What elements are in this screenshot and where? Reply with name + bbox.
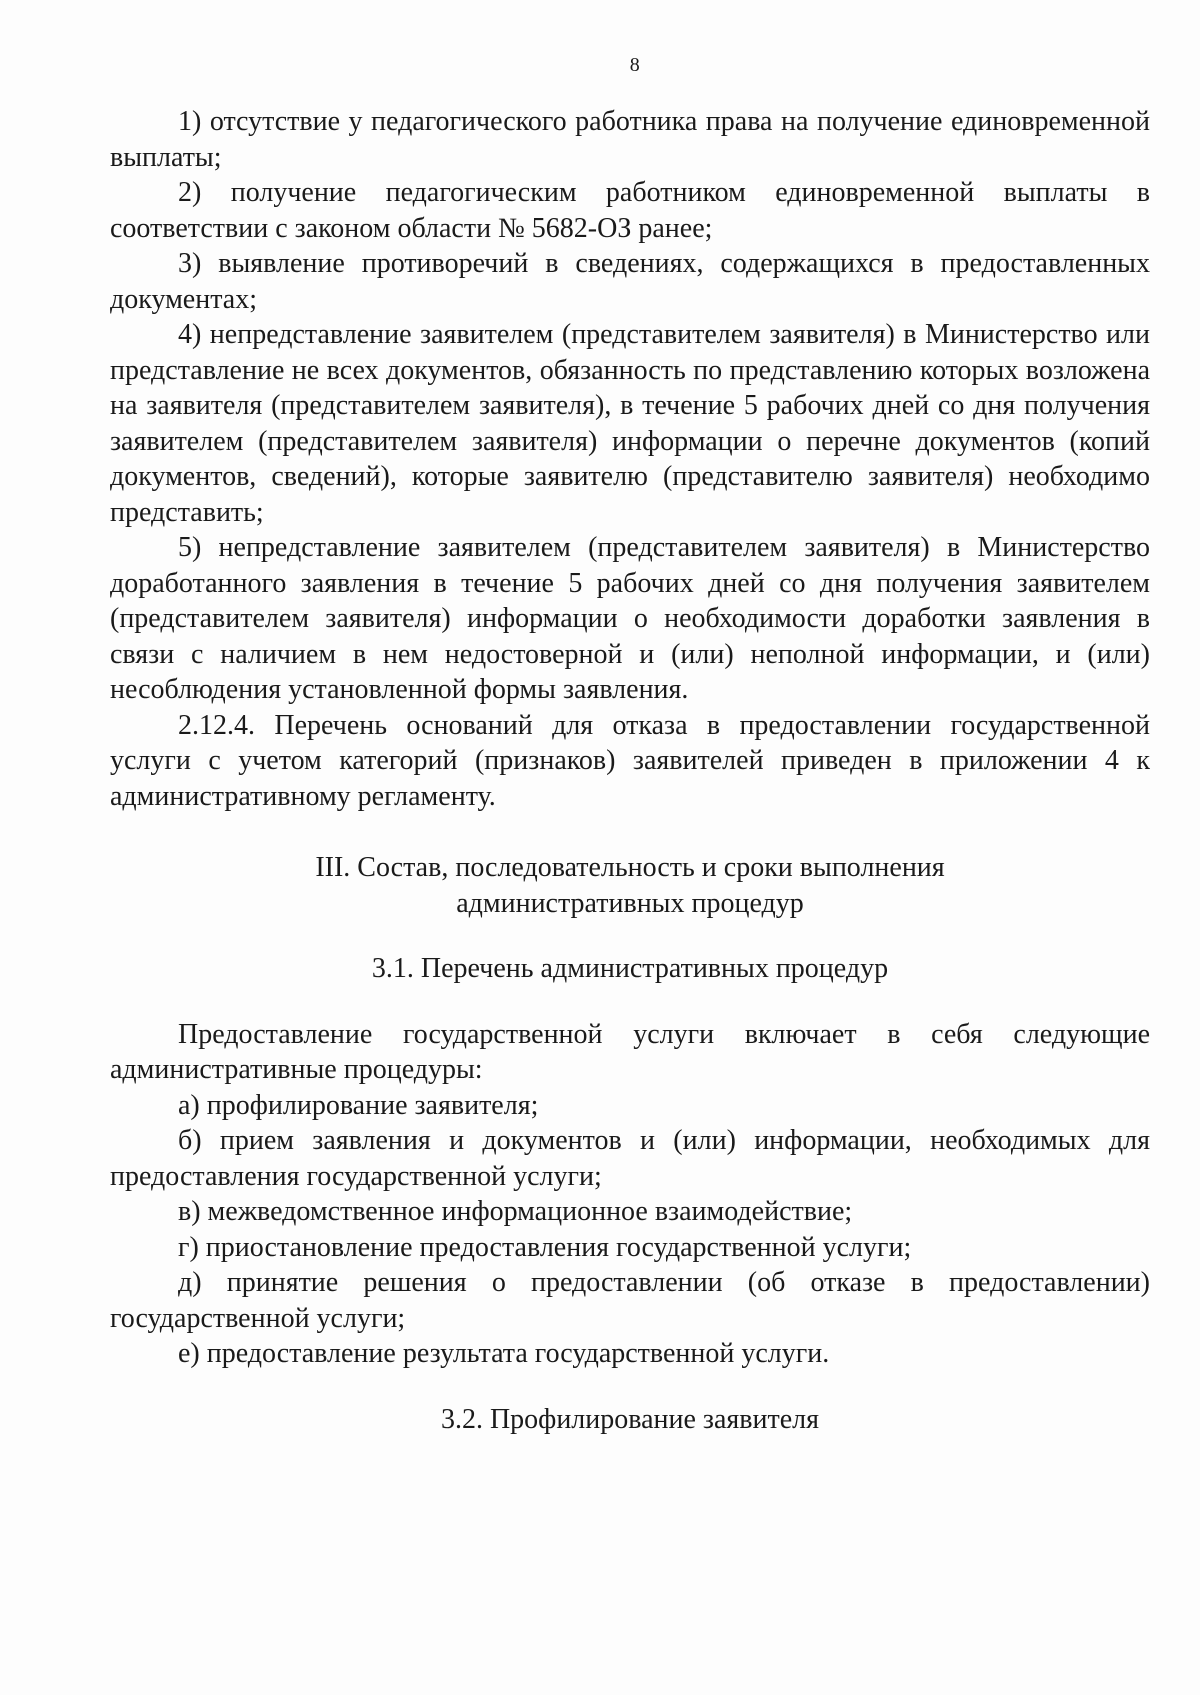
document-body: [110, 104, 1150, 1437]
page-number: 8: [629, 54, 641, 76]
section-3-1-intro: Предоставление государственной услуги включает в себя следующие административные процедуры:: [110, 1018, 1150, 1085]
spacer: [110, 987, 1150, 1017]
paragraph-item-4: 4) непредставление заявителем (представителем заявителя) в Министерство или представление не всех документов, обязанность по представлению которых возложена на заявителя (представителем заявителя), в течение 5 рабочих дней со дня получения заявителем (представителем заявителя) информации о перечне документов (копий документов, сведений), которые заявителю (представителю заявителя) необходимо представить;: [110, 319, 1150, 528]
procedure-item-b: б) прием заявления и документов и (или) информации, необходимых для предоставления государственной услуги;: [110, 1125, 1150, 1192]
section-3-2-title: 3.2. Профилирование заявителя: [440, 1403, 820, 1435]
paragraph-item-5: 5) непредставление заявителем (представителем заявителя) в Министерство доработанного заявления в течение 5 рабочих дней со дня получения заявителем (представителем заявителя) информации о необходимости доработки заявления в связи с наличием в нем недостоверной и (или) неполной информации, и (или) несоблюдения установленной формы заявления.: [110, 532, 1150, 705]
section-3-1-title: 3.1. Перечень административных процедур: [371, 953, 889, 984]
procedure-item-e: е) предоставление результата государственной услуги.: [178, 1338, 830, 1369]
procedure-item-a: а) профилирование заявителя;: [178, 1089, 539, 1121]
spacer: [110, 814, 1150, 850]
paragraph-item-2: 2) получение педагогическим работником единовременной выплаты в соответствии с законом области № 5682-ОЗ ранее;: [110, 177, 1150, 244]
procedure-item-d: д) принятие решения о предоставлении (об отказе в предоставлении) государственной услуги;: [110, 1267, 1150, 1334]
procedure-item-g: г) приостановление предоставления государственной услуги;: [178, 1231, 912, 1263]
paragraph-2-12-4: 2.12.4. Перечень оснований для отказа в предоставлении государственной услуги с учетом категорий (признаков) заявителей приведен в приложении 4 к административному регламенту.: [110, 709, 1150, 812]
spacer: [110, 1372, 1150, 1402]
paragraph-item-1: 1) отсутствие у педагогического работника права на получение единовременной выплаты;: [110, 106, 1150, 173]
procedure-item-v: в) межведомственное информационное взаимодействие;: [178, 1196, 853, 1227]
paragraph-item-3: 3) выявление противоречий в сведениях, содержащихся в предоставленных документах;: [110, 248, 1150, 315]
section-3-title-line-2: административных процедур: [456, 887, 804, 919]
section-3-title-line-1: III. Состав, последовательность и сроки выполнения: [315, 852, 945, 883]
spacer: [110, 921, 1150, 951]
